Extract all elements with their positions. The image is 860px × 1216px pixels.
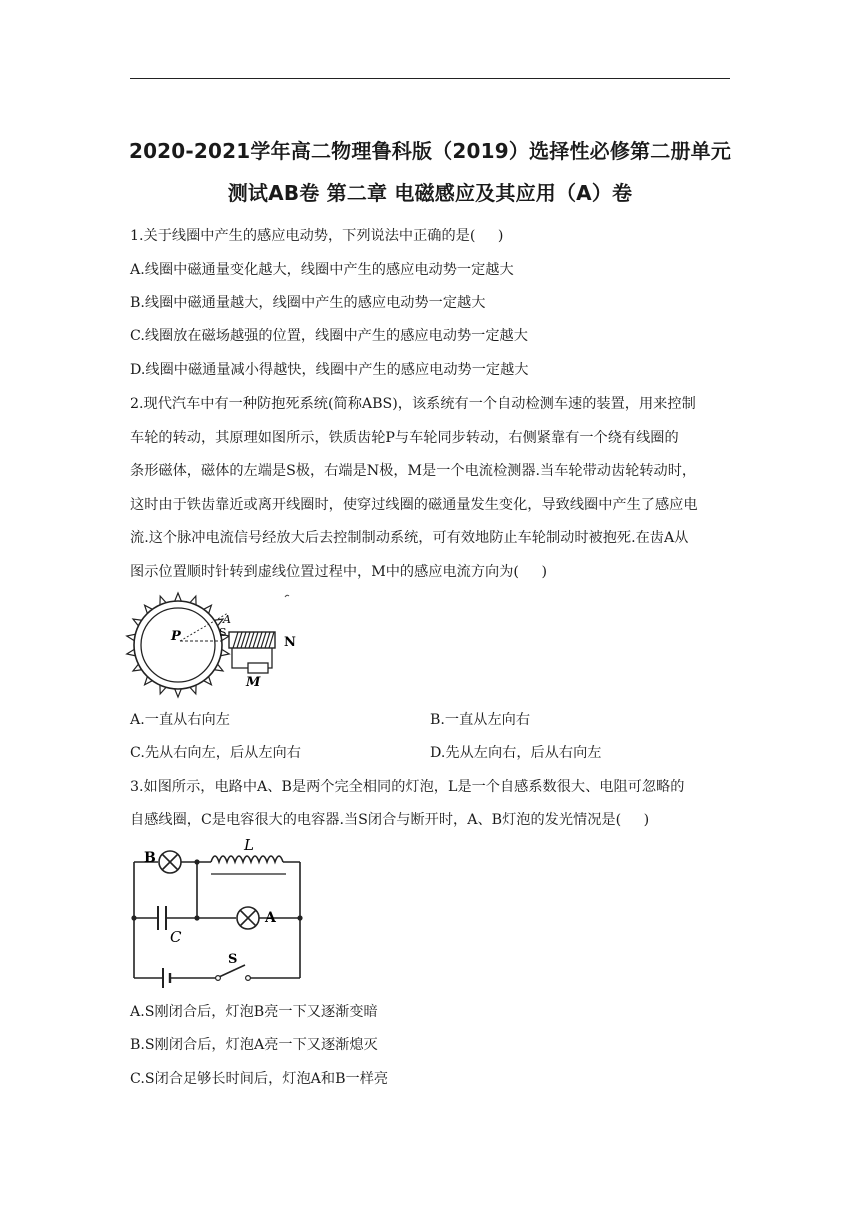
gear-label: P [171, 629, 181, 644]
inductor-l-label: L [244, 836, 254, 854]
question-1-option-a: A.线圈中磁通量变化越大，线圈中产生的感应电动势一定越大 [130, 262, 514, 278]
question-2-option-b: B.一直从左向右 [430, 712, 531, 728]
magnet-s-label: S [219, 626, 227, 639]
magnet-n-label: N [284, 635, 296, 650]
switch-contact-2 [246, 976, 251, 981]
question-2-option-d: D.先从左向右，后从右向左 [430, 745, 602, 761]
node-top [194, 859, 199, 864]
question-1-stem: 1.关于线圈中产生的感应电动势，下列说法中正确的是( ) [130, 228, 504, 244]
tooth-a-label: A [223, 613, 231, 626]
question-2-stem-line1: 2.现代汽车中有一种防抱死系统(简称ABS)，该系统有一个自动检测车速的装置，用来控制 [130, 396, 696, 412]
document-title-line2: 测试AB卷 第二章 电磁感应及其应用（A）卷 [227, 181, 633, 205]
document-title-line1: 2020-2021学年高二物理鲁科版（2019）选择性必修第二册单元 [128, 139, 732, 163]
question-3-option-b: B.S刚闭合后，灯泡A亮一下又逐渐熄灭 [130, 1037, 378, 1053]
question-3-stem-line1: 3.如图所示，电路中A、B是两个完全相同的灯泡，L是一个自感系数很大、电阻可忽略的 [130, 779, 685, 795]
bulb-b-label: B [144, 850, 156, 866]
question-2-option-c: C.先从右向左，后从左向右 [130, 745, 301, 761]
question-2-stem-line5: 流.这个脉冲电流信号经放大后去控制制动系统，可有效地防止车轮制动时被抱死.在齿A从 [130, 530, 689, 546]
node-middle [194, 915, 199, 920]
gear-inner-circle [141, 608, 215, 682]
question-3-option-a: A.S刚闭合后，灯泡B亮一下又逐渐变暗 [130, 1004, 378, 1020]
question-1-option-c: C.线圈放在磁场越强的位置，线圈中产生的感应电动势一定越大 [130, 328, 528, 344]
meter-m-label: M [246, 675, 261, 690]
question-2-stem-line2: 车轮的转动，其原理如图所示，铁质齿轮P与车轮同步转动，右侧紧靠有一个绕有线圈的 [130, 430, 679, 446]
question-1-option-d: D.线圈中磁通量减小得越快，线圈中产生的感应电动势一定越大 [130, 362, 529, 378]
question-2-stem-line4: 这时由于铁齿靠近或离开线圈时，使穿过线圈的磁通量发生变化，导致线圈中产生了感应电 [130, 497, 698, 513]
capacitor-c-label: C [170, 928, 182, 946]
inductor-coil [211, 856, 283, 862]
question-2-option-a: A.一直从右向左 [130, 712, 230, 728]
meter-wire-left [232, 648, 248, 668]
switch-s-label: S [228, 952, 238, 967]
switch-contact-1 [216, 976, 221, 981]
bulb-a-label: A [265, 910, 276, 926]
question-3-stem-line2: 自感线圈，C是电容很大的电容器.当S闭合与断开时，A、B灯泡的发光情况是( ) [130, 812, 650, 828]
question-2-stem-line6: 图示位置顺时针转到虚线位置过程中，M中的感应电流方向为( ) [130, 564, 548, 580]
node-right [297, 915, 302, 920]
node-left [131, 915, 136, 920]
current-meter [248, 663, 268, 673]
dashed-tooth-mark [285, 595, 289, 597]
question-1-option-b: B.线圈中磁通量越大，线圈中产生的感应电动势一定越大 [130, 295, 486, 311]
question-3-option-c: C.S闭合足够长时间后，灯泡A和B一样亮 [130, 1071, 389, 1087]
question-2-stem-line3: 条形磁体，磁体的左端是S极，右端是N极，M是一个电流检测器.当车轮带动齿轮转动时， [130, 463, 697, 479]
